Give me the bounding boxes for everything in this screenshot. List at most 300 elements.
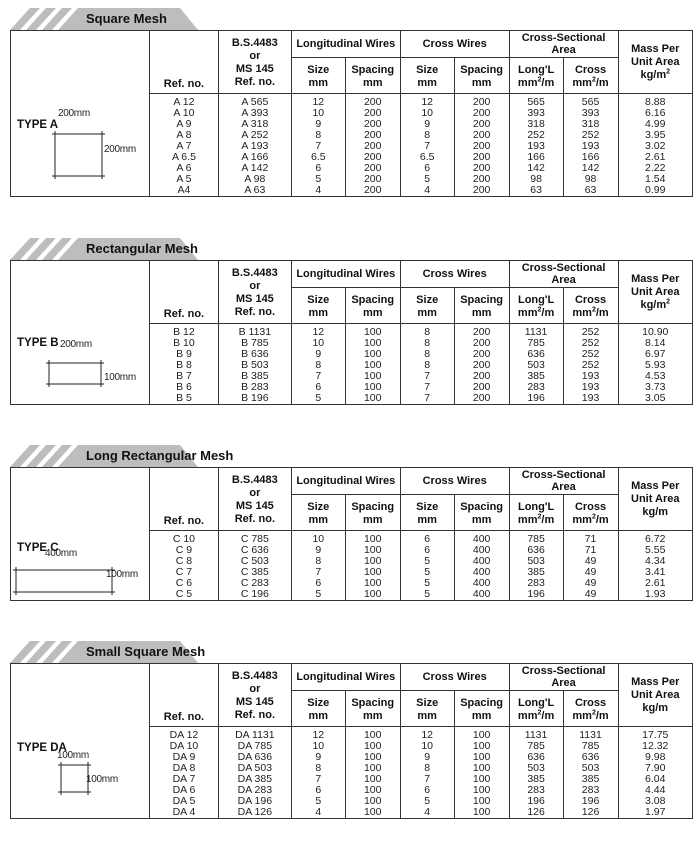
table-cell: 283 (509, 785, 563, 796)
ref-no-header: Ref. no. (150, 261, 219, 324)
table-cell: 5 (400, 796, 454, 807)
table-cell: 2.61 (618, 152, 692, 163)
table-cell: DA 283 (218, 785, 291, 796)
section-tab (10, 8, 200, 30)
table-cell: 100 (454, 807, 509, 818)
mesh-spec-table (149, 664, 692, 818)
table-cell: A 63 (218, 185, 291, 196)
table-cell: 193 (563, 382, 618, 393)
section-title: Long Rectangular Mesh (86, 448, 234, 463)
table-cell: B 7 (150, 371, 219, 382)
table-cell: 63 (509, 185, 563, 196)
table-cell: A 10 (150, 108, 219, 119)
table-cell: 9 (400, 119, 454, 130)
table-cell: 100 (345, 324, 400, 339)
ref-no-header: Ref. no. (150, 468, 219, 531)
table-cell: B 12 (150, 324, 219, 339)
table-cell: 100 (345, 727, 400, 742)
unit-text: mm (572, 514, 592, 526)
size-header (291, 495, 345, 531)
longl-area-header-unit (510, 307, 563, 320)
table-row (150, 94, 693, 109)
table-row (150, 531, 693, 546)
table-row (150, 393, 693, 404)
table-cell: 0.99 (618, 185, 692, 196)
mass-header-line: Unit Area (631, 285, 680, 298)
cross-area-header-line: Cross (574, 294, 607, 306)
cross-wires-header: Cross Wires (400, 664, 509, 691)
table-cell: 252 (563, 349, 618, 360)
cross-wires-header: Cross Wires (400, 261, 509, 288)
unit-text: /m (595, 77, 609, 89)
size-header-line: mm (417, 77, 437, 89)
table-cell: 8 (291, 556, 345, 567)
table-cell: A 252 (218, 130, 291, 141)
spacing-header-line: mm (362, 307, 383, 319)
table-cell: 7 (400, 371, 454, 382)
table-cell: 200 (454, 393, 509, 404)
table-cell: 196 (509, 589, 563, 600)
table-cell: 10 (291, 108, 345, 119)
table-cell: 10 (291, 741, 345, 752)
mass-header (618, 261, 692, 324)
table-cell: 3.02 (618, 141, 692, 152)
table-cell: 8 (400, 130, 454, 141)
table-cell: 7.90 (618, 763, 692, 774)
table-cell: 5 (400, 578, 454, 589)
mesh-diagram-icon (11, 664, 141, 754)
table-cell: DA 5 (150, 796, 219, 807)
table-cell: B 385 (218, 371, 291, 382)
table-cell: 12 (291, 324, 345, 339)
bs-ref-header-line: Ref. no. (234, 709, 276, 721)
mass-unit-sup: 2 (666, 67, 671, 75)
table-cell: A 9 (150, 119, 219, 130)
table-cell: A 98 (218, 174, 291, 185)
table-cell: 3.08 (618, 796, 692, 807)
table-cell: DA 8 (150, 763, 219, 774)
table-cell: 6 (291, 163, 345, 174)
table-cell: 385 (509, 567, 563, 578)
table-cell: 503 (509, 360, 563, 371)
table-cell: 9 (291, 752, 345, 763)
table-cell: 196 (509, 796, 563, 807)
table-cell: 636 (563, 752, 618, 763)
size-header (400, 58, 454, 94)
table-cell: 100 (345, 382, 400, 393)
bs-ref-header (218, 31, 291, 94)
section-title: Square Mesh (86, 11, 167, 26)
table-cell: 6.97 (618, 349, 692, 360)
table-cell: 4.44 (618, 785, 692, 796)
spacing-header-line: Spacing (460, 64, 504, 76)
table-cell: 8 (400, 763, 454, 774)
spacing-header (345, 495, 400, 531)
section-tab (10, 238, 200, 260)
cross-sectional-header: Cross-Sectional Area (509, 468, 618, 495)
cross-area-header-unit (564, 307, 618, 320)
table-cell: DA 385 (218, 774, 291, 785)
mass-header-line: Unit Area (631, 688, 680, 701)
bs-ref-header-line: MS 145 (235, 293, 274, 305)
table-cell: 9 (291, 119, 345, 130)
table-cell: 5 (400, 589, 454, 600)
table-cell: 6 (291, 382, 345, 393)
table-cell: 636 (509, 349, 563, 360)
header-row (150, 468, 693, 495)
table-row (150, 774, 693, 785)
table-cell: 17.75 (618, 727, 692, 742)
table-cell: 7 (291, 141, 345, 152)
table-cell: 5 (400, 556, 454, 567)
size-header-line: Size (416, 501, 439, 513)
table-cell: 6 (400, 545, 454, 556)
table-cell: 503 (563, 763, 618, 774)
spacing-header (454, 288, 509, 324)
mass-header-unit (619, 702, 692, 715)
table-cell: 166 (509, 152, 563, 163)
table-row (150, 119, 693, 130)
table-row (150, 108, 693, 119)
table-cell: A 142 (218, 163, 291, 174)
table-cell: 400 (454, 589, 509, 600)
mass-header-unit (619, 506, 692, 519)
table-cell: 8 (291, 130, 345, 141)
table-cell: 100 (345, 349, 400, 360)
table-cell: 283 (563, 785, 618, 796)
cross-wires-header: Cross Wires (400, 31, 509, 58)
table-row (150, 185, 693, 196)
table-cell: 4.34 (618, 556, 692, 567)
table-cell: DA 785 (218, 741, 291, 752)
longl-area-header (509, 288, 563, 324)
spacing-header-line: mm (362, 514, 383, 526)
table-cell: 6 (291, 578, 345, 589)
table-cell: 400 (454, 556, 509, 567)
table-cell: 636 (509, 545, 563, 556)
unit-text: /m (541, 710, 555, 722)
table-cell: 252 (563, 130, 618, 141)
longl-area-header-line: Long'L (517, 501, 555, 513)
table-cell: A 5 (150, 174, 219, 185)
table-cell: C 503 (218, 556, 291, 567)
table-cell: 5 (291, 589, 345, 600)
table-row (150, 163, 693, 174)
table-cell: A 166 (218, 152, 291, 163)
table-cell: 9.98 (618, 752, 692, 763)
dimension-label: 100mm (106, 569, 138, 580)
table-cell: 6 (400, 785, 454, 796)
bs-ref-header-line: or (249, 50, 261, 62)
table-cell: 9 (291, 545, 345, 556)
table-cell: 200 (454, 360, 509, 371)
table-cell: 318 (509, 119, 563, 130)
mass-unit-text: kg/m (642, 505, 669, 518)
table-cell: C 283 (218, 578, 291, 589)
table-cell: 49 (563, 567, 618, 578)
table-cell: 7 (400, 382, 454, 393)
bs-ref-header (218, 468, 291, 531)
longitudinal-header: Longitudinal Wires (291, 468, 400, 495)
table-cell: 200 (345, 152, 400, 163)
header-row (150, 31, 693, 58)
table-cell: 5 (291, 174, 345, 185)
table-cell: 71 (563, 531, 618, 546)
table-row (150, 349, 693, 360)
longl-area-header (509, 495, 563, 531)
bs-ref-header-line: or (249, 487, 261, 499)
unit-text: /m (541, 307, 555, 319)
table-cell: 193 (563, 141, 618, 152)
table-cell: B 6 (150, 382, 219, 393)
table-cell: 393 (509, 108, 563, 119)
size-header-line: mm (417, 710, 437, 722)
table-cell: 4 (400, 807, 454, 818)
table-cell: C 5 (150, 589, 219, 600)
table-cell: 200 (454, 119, 509, 130)
cross-area-header-unit (564, 514, 618, 527)
table-row (150, 807, 693, 818)
longl-area-header (509, 691, 563, 727)
size-header (400, 495, 454, 531)
table-cell: B 503 (218, 360, 291, 371)
table-cell: C 8 (150, 556, 219, 567)
size-header-line: mm (417, 514, 437, 526)
table-cell: 49 (563, 589, 618, 600)
size-header-line: mm (417, 307, 437, 319)
section-tab (10, 641, 206, 663)
bs-ref-header (218, 261, 291, 324)
table-cell: 7 (291, 774, 345, 785)
mass-header (618, 664, 692, 727)
cross-area-header (563, 691, 618, 727)
table-cell: 98 (509, 174, 563, 185)
table-cell: 7 (291, 371, 345, 382)
mass-unit-sup: 2 (666, 297, 671, 305)
table-cell: 8 (291, 763, 345, 774)
table-cell: 6.04 (618, 774, 692, 785)
mesh-spec-table (149, 261, 692, 404)
size-header-line: Size (307, 697, 330, 709)
table-cell: 100 (454, 727, 509, 742)
table-cell: 10 (291, 338, 345, 349)
longl-area-header-line: Long'L (517, 697, 555, 709)
spacing-header (345, 288, 400, 324)
cross-area-header-line: Cross (574, 697, 607, 709)
size-header (291, 691, 345, 727)
mesh-table-box (10, 663, 693, 819)
table-cell: 785 (509, 741, 563, 752)
table-cell: DA 196 (218, 796, 291, 807)
table-cell: 1.93 (618, 589, 692, 600)
table-cell: C 6 (150, 578, 219, 589)
table-cell: 6.72 (618, 531, 692, 546)
spacing-header-line: Spacing (460, 697, 504, 709)
unit-text: /m (595, 710, 609, 722)
table-row (150, 324, 693, 339)
table-row (150, 338, 693, 349)
table-cell: 200 (345, 108, 400, 119)
table-cell: 166 (563, 152, 618, 163)
spacing-header (345, 58, 400, 94)
table-cell: DA 636 (218, 752, 291, 763)
size-header-line: Size (307, 294, 330, 306)
table-cell: 393 (563, 108, 618, 119)
mesh-table-box (10, 260, 693, 405)
table-cell: 200 (454, 152, 509, 163)
bs-ref-header-line: B.S.4483 (231, 474, 278, 486)
table-cell: 636 (509, 752, 563, 763)
table-cell: 10 (400, 741, 454, 752)
mass-unit-text: kg/m (640, 298, 667, 311)
mesh-spec-table (149, 468, 692, 600)
table-cell: 100 (345, 796, 400, 807)
cross-area-header-unit (564, 77, 618, 90)
mass-header-unit (619, 69, 692, 82)
table-row (150, 382, 693, 393)
table-cell: C 785 (218, 531, 291, 546)
mass-header-line: Unit Area (631, 55, 680, 68)
table-cell: A 6 (150, 163, 219, 174)
mass-header-line: Mass Per (631, 272, 680, 285)
table-cell: 283 (509, 578, 563, 589)
unit-text: mm (572, 307, 592, 319)
unit-sup: 2 (537, 709, 542, 717)
table-cell: A 318 (218, 119, 291, 130)
table-row (150, 578, 693, 589)
table-row (150, 763, 693, 774)
table-cell: A 193 (218, 141, 291, 152)
table-cell: C 7 (150, 567, 219, 578)
bs-ref-header-line: Ref. no. (234, 513, 276, 525)
table-cell: 126 (563, 807, 618, 818)
table-cell: 283 (509, 382, 563, 393)
mesh-table-box (10, 467, 693, 601)
unit-text: /m (541, 77, 555, 89)
spacing-header-line: Spacing (351, 294, 395, 306)
size-header-line: Size (416, 697, 439, 709)
table-cell: 8.88 (618, 94, 692, 109)
header-row (150, 664, 693, 691)
cross-wires-header: Cross Wires (400, 468, 509, 495)
table-cell: 200 (345, 185, 400, 196)
table-cell: 49 (563, 556, 618, 567)
table-cell: 1131 (509, 727, 563, 742)
table-cell: 100 (345, 371, 400, 382)
table-cell: 6 (291, 785, 345, 796)
table-cell: C 385 (218, 567, 291, 578)
table-cell: 100 (345, 741, 400, 752)
dimension-label: 100mm (86, 774, 118, 785)
table-cell: C 9 (150, 545, 219, 556)
table-cell: 5 (291, 796, 345, 807)
longitudinal-header: Longitudinal Wires (291, 31, 400, 58)
mesh-spec-table (149, 31, 692, 196)
table-cell: 10.90 (618, 324, 692, 339)
unit-text: /m (595, 307, 609, 319)
size-header (400, 691, 454, 727)
size-header-line: mm (308, 77, 329, 89)
mesh-table-box (10, 30, 693, 197)
table-cell: 10 (291, 531, 345, 546)
table-cell: 7 (400, 141, 454, 152)
table-cell: 200 (345, 130, 400, 141)
table-cell: 12 (400, 94, 454, 109)
table-cell: B 10 (150, 338, 219, 349)
table-cell: 5.55 (618, 545, 692, 556)
table-cell: 100 (454, 763, 509, 774)
size-header-line: Size (416, 64, 439, 76)
table-cell: 6.5 (291, 152, 345, 163)
mass-header (618, 31, 692, 94)
table-row (150, 556, 693, 567)
bs-ref-header-line: B.S.4483 (231, 37, 278, 49)
table-cell: 503 (509, 556, 563, 567)
cross-sectional-header: Cross-Sectional Area (509, 664, 618, 691)
table-cell: DA 12 (150, 727, 219, 742)
table-cell: 12 (291, 727, 345, 742)
table-cell: 6.16 (618, 108, 692, 119)
table-cell: 200 (454, 324, 509, 339)
unit-text: mm (572, 710, 592, 722)
table-cell: 1.54 (618, 174, 692, 185)
table-cell: 385 (563, 774, 618, 785)
table-cell: 200 (454, 130, 509, 141)
mass-header-line: Mass Per (631, 42, 680, 55)
table-cell: 9 (291, 349, 345, 360)
table-cell: 142 (563, 163, 618, 174)
table-cell: 12 (400, 727, 454, 742)
size-header-line: mm (308, 710, 329, 722)
bs-ref-header-line: or (249, 280, 261, 292)
table-cell: 7 (291, 567, 345, 578)
table-cell: 193 (509, 141, 563, 152)
table-cell: 200 (345, 174, 400, 185)
table-cell: 100 (345, 567, 400, 578)
table-cell: 6.5 (400, 152, 454, 163)
unit-text: mm (572, 77, 592, 89)
table-cell: 1.97 (618, 807, 692, 818)
cross-area-header-unit (564, 710, 618, 723)
spacing-header (454, 58, 509, 94)
cross-area-header-line: Cross (574, 501, 607, 513)
table-cell: 200 (454, 382, 509, 393)
longl-area-header-unit (510, 710, 563, 723)
table-cell: C 636 (218, 545, 291, 556)
table-cell: 5 (291, 393, 345, 404)
table-cell: 100 (454, 785, 509, 796)
table-cell: DA 1131 (218, 727, 291, 742)
table-cell: 100 (345, 531, 400, 546)
table-cell: 2.22 (618, 163, 692, 174)
type-label: TYPE A (17, 119, 59, 131)
table-cell: 200 (345, 163, 400, 174)
cross-sectional-header: Cross-Sectional Area (509, 261, 618, 288)
table-cell: 200 (345, 94, 400, 109)
table-cell: 100 (345, 545, 400, 556)
table-cell: 100 (454, 796, 509, 807)
table-cell: DA 9 (150, 752, 219, 763)
mass-unit-text: kg/m (640, 68, 667, 81)
table-cell: DA 6 (150, 785, 219, 796)
table-cell: 200 (454, 371, 509, 382)
table-cell: DA 7 (150, 774, 219, 785)
table-cell: 385 (509, 774, 563, 785)
table-cell: 196 (563, 796, 618, 807)
size-header-line: mm (308, 307, 329, 319)
unit-text: mm (517, 77, 538, 89)
table-row (150, 785, 693, 796)
